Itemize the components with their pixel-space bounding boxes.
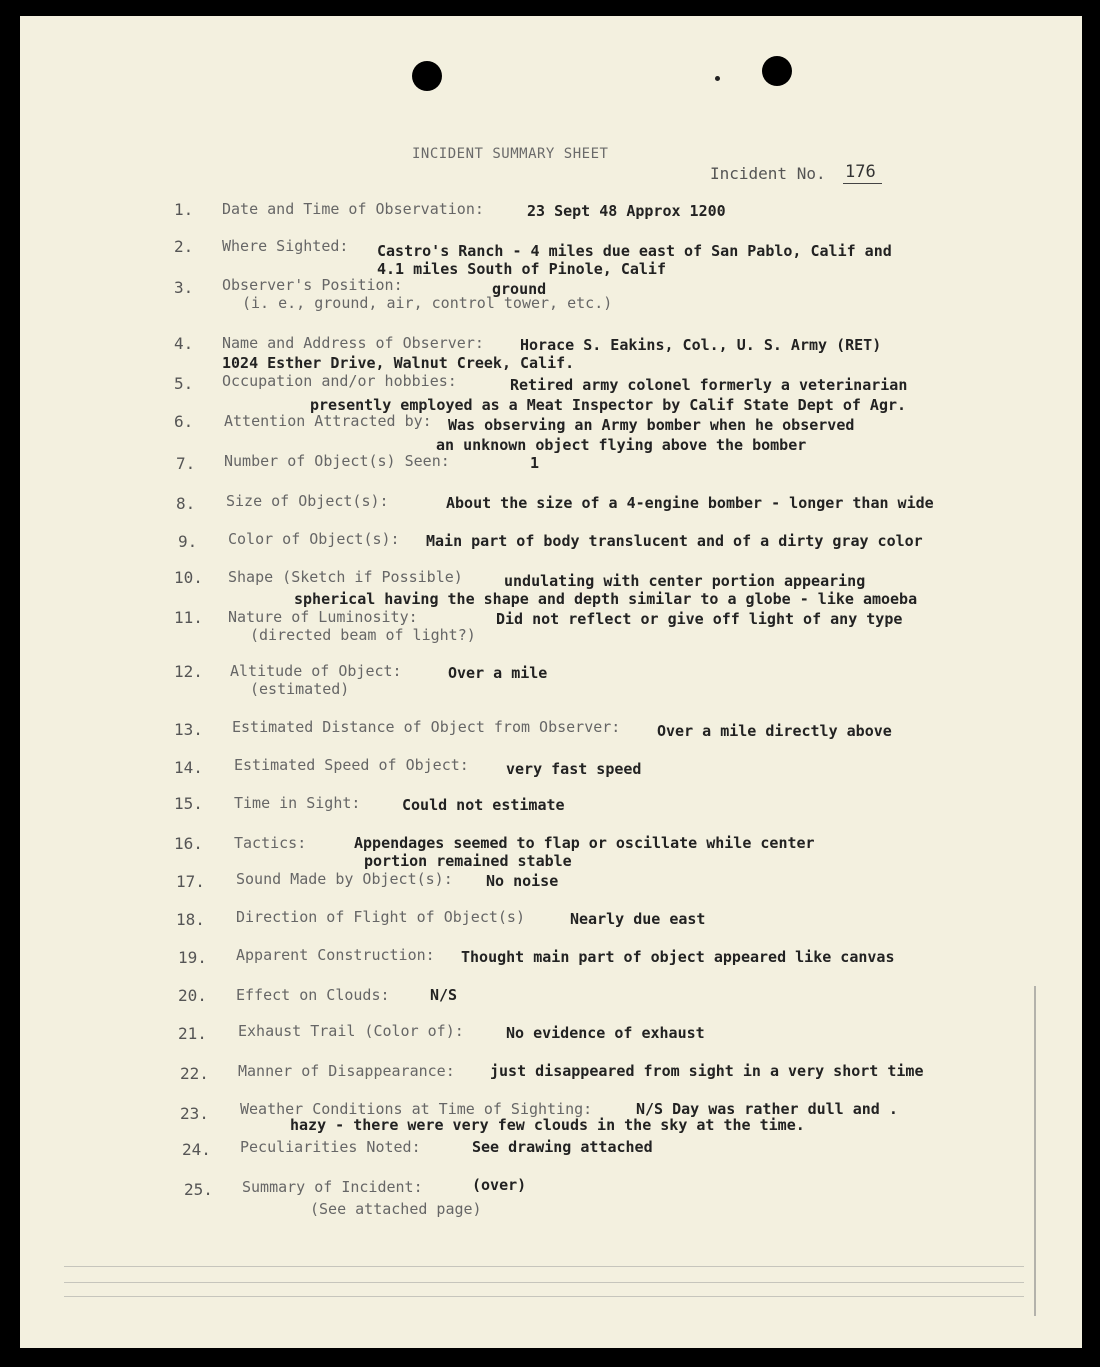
- item-11-number: 11.: [174, 608, 203, 627]
- item-8-label: Size of Object(s):: [226, 492, 389, 510]
- form-title: INCIDENT SUMMARY SHEET: [412, 146, 609, 162]
- item-18-label: Direction of Flight of Object(s): [236, 908, 525, 926]
- item-1-label: Date and Time of Observation:: [222, 200, 484, 218]
- item-20-number: 20.: [178, 986, 207, 1005]
- item-11-answer: Did not reflect or give off light of any type: [496, 610, 903, 628]
- item-9-number: 9.: [178, 532, 198, 551]
- item-15-answer: Could not estimate: [402, 796, 565, 814]
- item-24-answer: See drawing attached: [472, 1138, 653, 1156]
- item-6-answer-line2: an unknown object flying above the bomber: [436, 436, 807, 454]
- item-21-number: 21.: [178, 1024, 207, 1043]
- item-9-label: Color of Object(s):: [228, 530, 400, 548]
- bottom-edge-line-2: [64, 1282, 1024, 1283]
- item-24-label: Peculiarities Noted:: [240, 1138, 421, 1156]
- item-2-number: 2.: [174, 237, 194, 256]
- item-11-label: Nature of Luminosity:: [228, 608, 418, 626]
- item-14-number: 14.: [174, 758, 203, 777]
- item-12-label: Altitude of Object:: [230, 662, 402, 680]
- item-16-number: 16.: [174, 834, 203, 853]
- item-6-answer: Was observing an Army bomber when he observed: [448, 416, 855, 434]
- item-20-label: Effect on Clouds:: [236, 986, 390, 1004]
- item-1-answer: 23 Sept 48 Approx 1200: [527, 202, 726, 220]
- item-14-answer: very fast speed: [506, 760, 642, 778]
- item-19-label: Apparent Construction:: [236, 946, 435, 964]
- item-3-number: 3.: [174, 278, 194, 297]
- item-8-answer: About the size of a 4-engine bomber - longer than wide: [446, 494, 934, 512]
- item-23-label: Weather Conditions at Time of Sighting:: [240, 1100, 593, 1118]
- item-6-label: Attention Attracted by:: [224, 412, 432, 430]
- item-2-label: Where Sighted:: [222, 237, 349, 255]
- item-25-answer: (over): [472, 1176, 527, 1194]
- item-25-sublabel: (See attached page): [310, 1200, 482, 1218]
- item-23-number: 23.: [180, 1104, 209, 1123]
- item-25-label: Summary of Incident:: [242, 1178, 423, 1196]
- item-7-answer: 1: [530, 454, 540, 472]
- item-22-number: 22.: [180, 1064, 209, 1083]
- item-22-label: Manner of Disappearance:: [238, 1062, 455, 1080]
- item-23-answer: N/S Day was rather dull and .: [636, 1100, 898, 1118]
- punch-hole-left: [412, 61, 442, 91]
- item-18-answer: Nearly due east: [570, 910, 706, 928]
- item-13-label: Estimated Distance of Object from Observer:: [232, 718, 621, 736]
- item-3-label: Observer's Position:: [222, 276, 403, 294]
- item-10-label: Shape (Sketch if Possible): [228, 568, 463, 586]
- item-16-answer-line2: portion remained stable: [364, 852, 572, 870]
- item-5-number: 5.: [174, 374, 194, 393]
- speck: [715, 76, 720, 81]
- bottom-edge-line: [64, 1266, 1024, 1267]
- item-3-answer: ground: [492, 280, 547, 298]
- page-edge-line: [1034, 986, 1036, 1316]
- item-19-number: 19.: [178, 948, 207, 967]
- item-7-number: 7.: [176, 454, 196, 473]
- item-17-answer: No noise: [486, 872, 559, 890]
- item-3-sublabel: (i. e., ground, air, control tower, etc.): [242, 294, 613, 312]
- item-16-answer: Appendages seemed to flap or oscillate while center: [354, 834, 815, 852]
- item-12-number: 12.: [174, 662, 203, 681]
- item-21-answer: No evidence of exhaust: [506, 1024, 705, 1042]
- document-page: [20, 16, 1082, 1348]
- item-7-label: Number of Object(s) Seen:: [224, 452, 450, 470]
- item-11-sublabel: (directed beam of light?): [250, 626, 476, 644]
- item-5-answer-line2: presently employed as a Meat Inspector by Calif State Dept of Agr.: [310, 396, 907, 414]
- item-5-label: Occupation and/or hobbies:: [222, 372, 457, 390]
- item-16-label: Tactics:: [234, 834, 307, 852]
- item-17-number: 17.: [176, 872, 205, 891]
- item-6-number: 6.: [174, 412, 194, 431]
- item-1-number: 1.: [174, 200, 194, 219]
- item-22-answer: just disappeared from sight in a very short time: [490, 1062, 924, 1080]
- item-14-label: Estimated Speed of Object:: [234, 756, 469, 774]
- item-18-number: 18.: [176, 910, 205, 929]
- item-4-answer-line2: 1024 Esther Drive, Walnut Creek, Calif.: [222, 354, 575, 372]
- item-2-answer: Castro's Ranch - 4 miles due east of San Pablo, Calif and: [377, 242, 892, 260]
- item-10-number: 10.: [174, 568, 203, 587]
- punch-hole-right: [762, 56, 792, 86]
- bottom-edge-line-3: [64, 1296, 1024, 1297]
- item-8-number: 8.: [176, 494, 196, 513]
- item-21-label: Exhaust Trail (Color of):: [238, 1022, 464, 1040]
- incident-number-value: 176: [843, 162, 882, 184]
- item-12-answer: Over a mile: [448, 664, 548, 682]
- item-25-number: 25.: [184, 1180, 213, 1199]
- item-9-answer: Main part of body translucent and of a dirty gray color: [426, 532, 923, 550]
- item-23-answer-line2: hazy - there were very few clouds in the sky at the time.: [290, 1116, 805, 1134]
- item-24-number: 24.: [182, 1140, 211, 1159]
- item-13-number: 13.: [174, 720, 203, 739]
- item-19-answer: Thought main part of object appeared like canvas: [461, 948, 895, 966]
- item-15-label: Time in Sight:: [234, 794, 361, 812]
- item-12-sublabel: (estimated): [250, 680, 350, 698]
- item-2-answer-line2: 4.1 miles South of Pinole, Calif: [377, 260, 666, 278]
- item-15-number: 15.: [174, 794, 203, 813]
- item-4-answer: Horace S. Eakins, Col., U. S. Army (RET): [520, 336, 882, 354]
- item-10-answer: undulating with center portion appearing: [504, 572, 866, 590]
- item-4-number: 4.: [174, 334, 194, 353]
- item-5-answer: Retired army colonel formerly a veterinarian: [510, 376, 908, 394]
- item-20-answer: N/S: [430, 986, 458, 1004]
- item-10-answer-line2: spherical having the shape and depth similar to a globe - like amoeba: [294, 590, 918, 608]
- item-13-answer: Over a mile directly above: [657, 722, 892, 740]
- incident-number-label: Incident No.: [710, 164, 826, 183]
- item-4-label: Name and Address of Observer:: [222, 334, 484, 352]
- item-17-label: Sound Made by Object(s):: [236, 870, 453, 888]
